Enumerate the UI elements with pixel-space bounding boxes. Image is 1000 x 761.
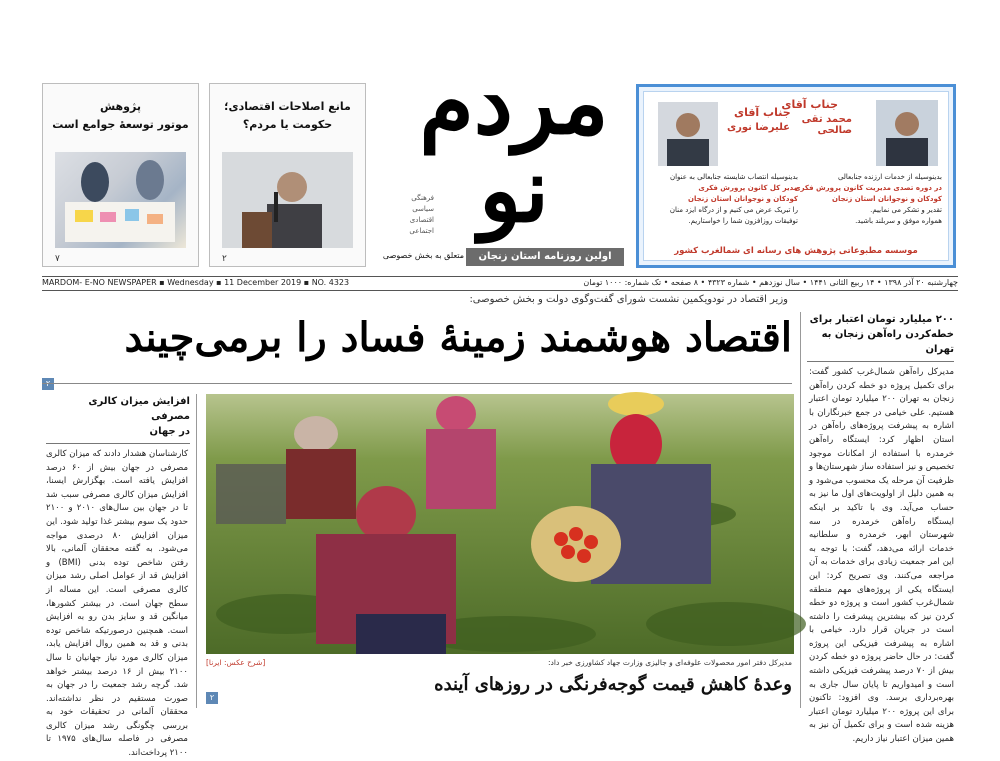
masthead	[380, 48, 628, 273]
banner-left-honorific: جناب آقای	[734, 106, 791, 119]
banner-right-text: بدینوسیله از خدمات ارزنده جنابعالی در دوره تصدی مدیریت کانون پرورش فکری کودکان و نوجوانان استان زنجان تقدیر و تشکر می نماییم. همواره موفق و سربلند باشید.	[794, 173, 942, 225]
photo-credit: [شرح عکس: ایرنا]	[206, 658, 266, 667]
dateline-english: MARDOM- E-NO NEWSPAPER ▪ Wednesday ▪ 11 December 2019 ▪ NO. 4323	[42, 278, 350, 287]
right-column-rule	[807, 361, 954, 362]
left-column[interactable]	[42, 394, 197, 759]
banner-left-text: بدینوسیله انتصاب شایسته جنابعالی به عنوان مدیر کل کانون پرورش فکری کودکان و نوجوانان استان زنجان را تبریک عرض می کنیم و از درگاه ایزد منان توفیقات روزافزون شما را خواستاریم.	[669, 173, 798, 225]
banner-left-name: علیرضا نوری	[726, 122, 790, 133]
portrait-art	[658, 102, 718, 166]
banner-portrait-left	[658, 102, 718, 166]
page-number: ۲	[222, 254, 227, 264]
left-column-body: کارشناسان هشدار دادند که میزان کالری مصرفی در جهان بیش از ۶۰ درصد افزایش یافته است. بهگزارش ایسنا، افزایش میزان کالری مصرفی سبب شد تا در جهان بین سال‌های ۲۰۱۰ و ۲۱۰۰ حدود یک سوم بیشتر غذا تولید شود. این میزان افزایش ۸۰ درصدی مواجه می‌شود. به گفته محققان آلمانی، بالا رفتن شاخص توده بدنی (BMI) و افزایش قد از عوامل اصلی رشد میزان کالری مصرفی است. این مساله از سطح جهان است. در بیشتر کشورها، میانگین قد و سایز بدن رو به افزایش است. همچنین درصورتیکه شاخص توده بدنی و قد به همین روال افزایش یابد، میزان کالری مورد نیاز جهانیان تا سال ۲۱۰۰ بیش از ۱۶ درصد بیشتر خواهد شد. گرچه رشد جمعیت را در جهان به صورت مستقیم در نظر نداشته‌اند. محققان آلمانی در تحقیقات خود به بررسی چگونگی رشد میزان کالری مصرفی در فاصله سال‌های ۱۹۷۵ تا ۲۱۰۰ پرداخت‌اند.	[46, 449, 189, 759]
dateline-rule-top	[42, 276, 958, 277]
masthead-tagline: اولین روزنامه استان زنجان	[466, 248, 624, 266]
teaser-photo	[55, 152, 186, 248]
left-column-title: افزایش میزان کالری مصرفی در جهان	[88, 396, 190, 437]
photo-subhead[interactable]: وعدهٔ کاهش قیمت گوجه‌فرنگی در روزهای آینده	[434, 674, 792, 695]
banner-right-honorific: جناب آقای	[781, 98, 838, 111]
right-column-body: مدیرکل راه‌آهن شمال‌غرب کشور گفت: برای تکمیل پروژه دو خطه کردن راه‌آهن زنجان به تهران ۲۰۰ میلیارد تومان اعتبار هستیم. علی خیامی در جمع خبرنگاران با اشاره به پیشرفت پروژه‌های راه‌آهن در استان اظهار کرد: ایستگاه راه‌آهن خرمدره با استفاده از امکانات موجود تخصیص و نیز استفاده ساز شهرستان‌ها و ظرفیت آن مرحله یک محسوب می‌شود و به همین دلیل از اولویت‌های اول ما نیز به حساب می‌آید. وی با تاکید بر اینکه ایستگاه راه‌آهن خرمدره در سه شهرستان ابهر، خرمدره و سلطانیه خدمات ارائه می‌دهد، گفت: با توجه به این امر جمعیت زیادی برای خدمات به آن مراجعه می‌کنند. وی تصریح کرد: این ایستگاه یکی از پروژه‌های مهم منطقه شمال‌غرب کشور است و پروژه دو خطه کردن نیز که بیشترین پیشرفت را داشته است در جریان قرار دارد. خیامی با اشاره به پیشرفت فیزیکی این پروژه گفت: در حال حاضر پروژه دو خطه کردن بیش از ۷۰ درصد پیشرفت فیزیکی داشته است و امیدواریم تا پایان سال جاری به بهره‌برداری برسد. وی افزود: تاکنون برای این پروژه ۲۰۰ میلیارد تومان اعتبار هزینه شده است و برای تکمیل آن نیز به همین میزان اعتبار نیاز داریم.	[809, 367, 955, 745]
teaser-title: پژوهش موتور توسعهٔ جوامع است	[52, 100, 189, 131]
lead-photo-art	[206, 394, 794, 654]
page-number: ۷	[55, 254, 60, 264]
lead-kicker: وزیر اقتصاد در نودویکمین نشست شورای گفت‌وگوی دولت و بخش خصوصی:	[469, 294, 788, 305]
announcement-banner[interactable]	[636, 84, 956, 268]
dateline-persian: چهارشنبه ۲۰ آذر ۱۳۹۸ • ۱۴ ربیع الثانی ۱۴۴۱ • سال نوزدهم • شماره ۴۳۲۳ • ۸ صفحه • تک شماره: ۱۰۰۰ تومان	[583, 278, 958, 287]
lead-photo[interactable]	[206, 394, 794, 654]
teaser-research[interactable]	[42, 83, 199, 267]
masthead-title: مردم نو	[419, 50, 609, 242]
dateline-rule-bottom	[42, 290, 958, 291]
right-column-title: ۲۰۰ میلیارد تومان اعتبار برای خطه‌کردن راه‌آهن زنجان به تهران	[809, 314, 954, 355]
banner-footer: موسسه مطبوعاتی پژوهش های رسانه ای شمالغرب کشور	[674, 246, 918, 256]
banner-portrait-right	[876, 100, 938, 166]
left-column-rule	[46, 443, 190, 444]
teaser-photo-art	[55, 152, 186, 248]
teaser-photo-art	[222, 152, 353, 248]
masthead-subjects: فرهنگی سیاسی اقتصادی اجتماعی	[409, 194, 434, 235]
teaser-title: مانع اصلاحات اقتصادی؛ حکومت یا مردم؟	[224, 100, 351, 131]
teaser-photo	[222, 152, 353, 248]
photo-page-tab: ۲	[206, 692, 218, 704]
right-column[interactable]	[800, 312, 958, 745]
portrait-art	[876, 100, 938, 166]
banner-right-name: محمد تقی صالحی	[801, 114, 852, 136]
lead-page-tab	[42, 378, 54, 390]
lead-rule	[42, 383, 792, 384]
photo-caption: مدیرکل دفتر امور محصولات علوفه‌ای و جالیزی وزارت جهاد کشاورزی خبر داد:	[548, 658, 792, 667]
teaser-economic-reform[interactable]	[209, 83, 366, 267]
lead-headline[interactable]: اقتصاد هوشمند زمینهٔ فساد را برمی‌چیند	[124, 314, 792, 361]
banner-inner	[643, 91, 949, 261]
masthead-ownership: متعلق به بخش خصوصی	[382, 251, 464, 260]
